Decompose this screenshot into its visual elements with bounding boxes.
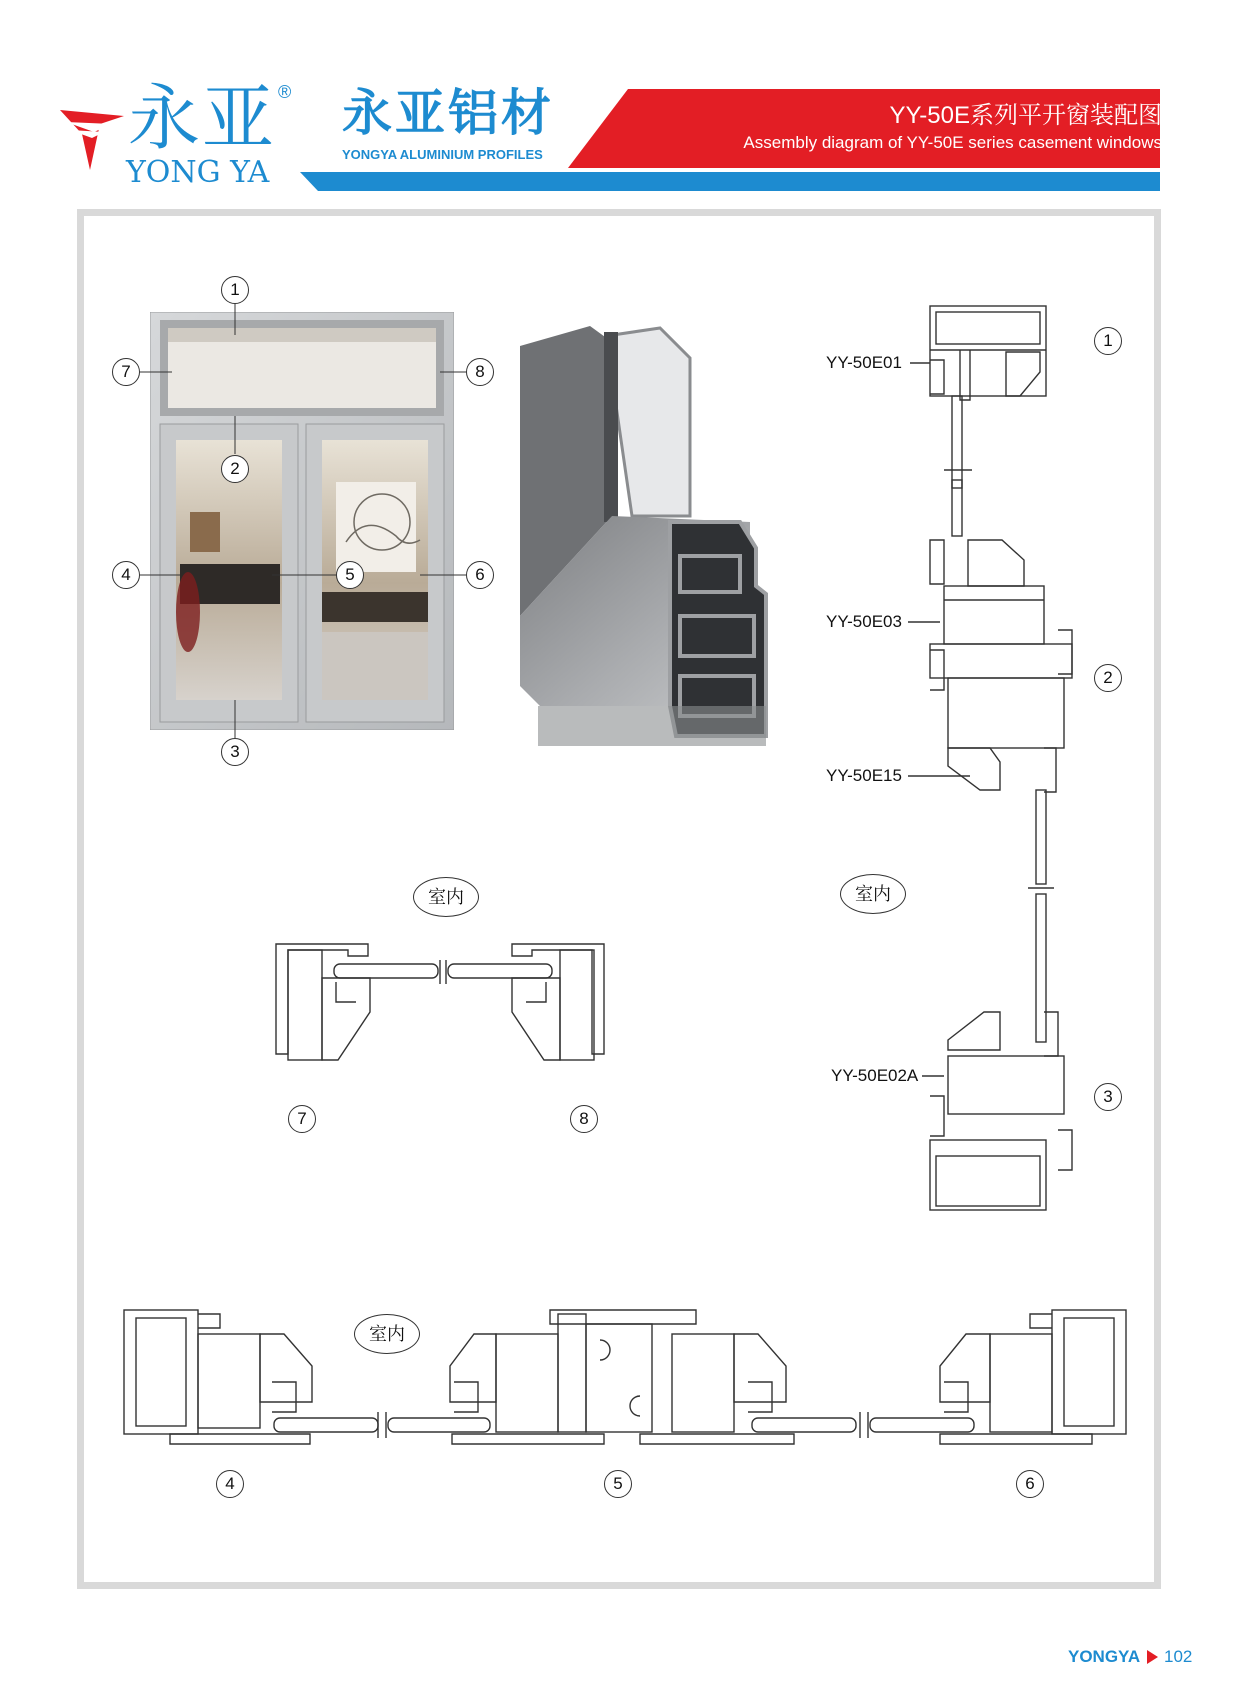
indoor-label-vertical: 室内 [840,874,906,914]
logo-english: YONG YA [126,155,270,190]
callout-vertical-1: 1 [1094,327,1122,355]
label-yy-50e02a: YY-50E02A [831,1066,919,1085]
callout-horizontal-4: 4 [216,1470,244,1498]
callout-vertical-3: 3 [1094,1083,1122,1111]
registered-mark: ® [278,82,292,102]
callout-2: 2 [221,455,249,483]
label-yy-50e01: YY-50E01 [826,353,902,372]
callout-vertical-2: 2 [1094,664,1122,692]
indoor-label-horizontal: 室内 [354,1314,420,1354]
callout-horizontal-5: 5 [604,1470,632,1498]
label-yy-50e15: YY-50E15 [826,766,902,785]
brand-chinese: 永亚铝材 [342,85,554,141]
callout-7: 7 [112,358,140,386]
indoor-label-transom: 室内 [413,877,479,917]
callout-3: 3 [221,738,249,766]
page-title: YY-50E系列平开窗装配图 [889,102,1162,129]
callout-4: 4 [112,561,140,589]
page-subtitle: Assembly diagram of YY-50E series casement windows [743,133,1162,152]
callout-horizontal-6: 6 [1016,1470,1044,1498]
callout-transom-7: 7 [288,1105,316,1133]
label-yy-50e03: YY-50E03 [826,612,902,631]
callout-5: 5 [336,561,364,589]
brand-english: YONGYA ALUMINIUM PROFILES [342,147,543,162]
callout-6: 6 [466,561,494,589]
callout-transom-8: 8 [570,1105,598,1133]
page-number: 102 [1164,1647,1193,1666]
logo-chinese: 永亚 [128,76,277,160]
callout-1: 1 [221,276,249,304]
footer-brand: YONGYA [1068,1647,1141,1666]
footer-arrow-icon [1147,1650,1158,1664]
callout-8: 8 [466,358,494,386]
